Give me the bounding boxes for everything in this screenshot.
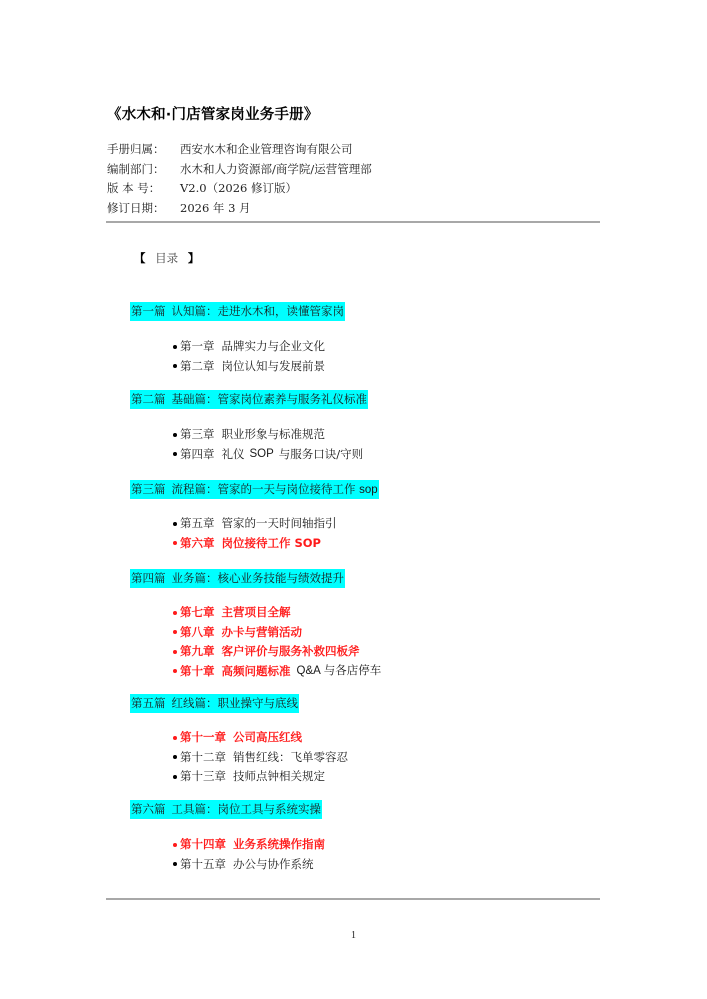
chapter-number: 第十三章 bbox=[180, 769, 226, 783]
part-number: 第三篇 bbox=[131, 482, 166, 496]
toc-open-bracket: 【 bbox=[134, 251, 146, 265]
chapter-title-latin: Q&A bbox=[296, 665, 321, 677]
part-2-chapters bbox=[172, 425, 363, 464]
toc-part-6[interactable] bbox=[130, 800, 322, 819]
part-title: 基础篇：管家岗位素养与服务礼仪标准 bbox=[171, 392, 367, 406]
chapter-number: 第十二章 bbox=[180, 749, 226, 764]
meta-row-department bbox=[107, 160, 372, 180]
document-meta bbox=[107, 140, 372, 218]
chapter-title: 技师点钟相关规定 bbox=[233, 769, 325, 783]
chapter-title: 礼仪 bbox=[221, 446, 245, 461]
chapter-number: 第一章 bbox=[180, 339, 215, 353]
meta-label: 版 本 号： bbox=[107, 181, 161, 195]
part-title: 业务篇：核心业务技能与绩效提升 bbox=[171, 571, 344, 585]
toc-chapter-13[interactable] bbox=[172, 767, 348, 787]
chapter-title: 销售红线：飞单零容忍 bbox=[233, 749, 348, 764]
chapter-number: 第三章 bbox=[180, 427, 215, 441]
header-divider bbox=[106, 221, 600, 223]
chapter-number: 第十四章 bbox=[180, 837, 226, 851]
bullet-icon bbox=[173, 669, 177, 673]
bullet-icon bbox=[173, 755, 177, 759]
chapter-number: 第十一章 bbox=[180, 730, 226, 744]
part-title: 认知篇：走进水木和，读懂管家岗 bbox=[171, 304, 344, 318]
part-1-chapters bbox=[172, 337, 325, 376]
chapter-title: 办卡与营销活动 bbox=[221, 624, 302, 639]
part-4-chapters bbox=[172, 603, 381, 681]
bullet-icon bbox=[173, 611, 177, 615]
bullet-icon bbox=[173, 843, 177, 847]
toc-part-5[interactable] bbox=[130, 694, 299, 713]
toc-chapter-9[interactable] bbox=[172, 642, 381, 662]
chapter-title: 岗位认知与发展前景 bbox=[221, 358, 325, 373]
chapter-title: 职业形象与标准规范 bbox=[221, 427, 325, 441]
footer-divider bbox=[106, 898, 600, 900]
bullet-icon bbox=[173, 736, 177, 740]
toc-chapter-11[interactable] bbox=[172, 728, 348, 748]
bullet-icon bbox=[173, 345, 177, 349]
bullet-icon bbox=[173, 862, 177, 866]
toc-chapter-7[interactable] bbox=[172, 603, 381, 623]
chapter-number: 第十章 bbox=[180, 663, 215, 678]
toc-chapter-3[interactable] bbox=[172, 425, 363, 445]
chapter-title: 业务系统操作指南 bbox=[233, 837, 325, 851]
bullet-icon bbox=[173, 522, 177, 526]
bullet-icon bbox=[173, 452, 177, 456]
chapter-title-suffix: 与各店停车 bbox=[323, 663, 382, 677]
toc-part-1[interactable] bbox=[130, 302, 345, 321]
chapter-number: 第四章 bbox=[180, 446, 215, 461]
toc-chapter-10[interactable] bbox=[172, 662, 381, 682]
chapter-title: 办公与协作系统 bbox=[233, 856, 314, 871]
toc-part-4[interactable] bbox=[130, 569, 345, 588]
meta-label: 修订日期： bbox=[107, 200, 165, 215]
toc-part-2[interactable] bbox=[130, 390, 368, 409]
bullet-icon bbox=[173, 364, 177, 368]
chapter-number: 第十五章 bbox=[180, 856, 226, 871]
part-5-chapters bbox=[172, 728, 348, 787]
page-title: 《水木和·门店管家岗业务手册》 bbox=[107, 107, 319, 123]
toc-chapter-2[interactable] bbox=[172, 357, 325, 377]
bullet-icon bbox=[173, 650, 177, 654]
bullet-icon bbox=[173, 541, 177, 545]
chapter-title-latin: SOP bbox=[249, 447, 274, 460]
bullet-icon bbox=[173, 630, 177, 634]
toc-heading bbox=[134, 250, 199, 266]
meta-label: 手册归属： bbox=[107, 142, 165, 156]
part-number: 第二篇 bbox=[131, 392, 166, 406]
toc-chapter-8[interactable] bbox=[172, 623, 381, 643]
bullet-icon bbox=[173, 433, 177, 437]
part-number: 第四篇 bbox=[131, 571, 166, 585]
part-title: 流程篇：管家的一天与岗位接待工作 bbox=[171, 482, 356, 496]
toc-chapter-6[interactable] bbox=[172, 534, 337, 554]
toc-chapter-4[interactable] bbox=[172, 445, 363, 465]
toc-label: 目录 bbox=[155, 251, 179, 265]
chapter-number: 第五章 bbox=[180, 516, 215, 530]
part-6-chapters bbox=[172, 835, 325, 874]
toc-chapter-14[interactable] bbox=[172, 835, 325, 855]
chapter-number: 第九章 bbox=[180, 644, 215, 658]
chapter-number: 第八章 bbox=[180, 624, 215, 639]
toc-chapter-12[interactable] bbox=[172, 748, 348, 768]
toc-chapter-1[interactable] bbox=[172, 337, 325, 357]
toc-close-bracket: 】 bbox=[187, 251, 200, 265]
part-title: 红线篇：职业操守与底线 bbox=[171, 696, 298, 710]
part-number: 第五篇 bbox=[131, 696, 166, 710]
meta-value: 水木和人力资源部/商学院/运营管理部 bbox=[180, 161, 372, 176]
meta-label: 编制部门： bbox=[107, 161, 165, 176]
toc-part-3[interactable] bbox=[130, 480, 379, 499]
chapter-number: 第二章 bbox=[180, 358, 215, 373]
bullet-icon bbox=[173, 775, 177, 779]
part-title: 工具篇：岗位工具与系统实操 bbox=[171, 802, 321, 816]
meta-value: 西安水木和企业管理咨询有限公司 bbox=[180, 142, 353, 156]
part-title-latin: sop bbox=[359, 484, 378, 496]
part-number: 第一篇 bbox=[131, 304, 166, 318]
meta-row-version bbox=[107, 179, 372, 199]
chapter-number: 第六章 bbox=[180, 535, 215, 550]
chapter-title: 岗位接待工作 SOP bbox=[221, 535, 321, 550]
chapter-title: 品牌实力与企业文化 bbox=[221, 339, 325, 353]
chapter-number: 第七章 bbox=[180, 605, 215, 619]
part-3-chapters bbox=[172, 514, 337, 553]
chapter-title-tail bbox=[291, 661, 382, 682]
meta-value: 2026 年 3 月 bbox=[180, 200, 251, 215]
toc-chapter-15[interactable] bbox=[172, 855, 325, 875]
page-number: 1 bbox=[351, 930, 356, 941]
chapter-title: 高频问题标准 bbox=[221, 663, 291, 678]
part-number: 第六篇 bbox=[131, 802, 166, 816]
meta-row-revision-date bbox=[107, 199, 372, 219]
chapter-title: 管家的一天时间轴指引 bbox=[221, 516, 337, 530]
meta-value: V2.0（2026 修订版） bbox=[180, 181, 298, 195]
chapter-title: 主营项目全解 bbox=[221, 605, 291, 619]
chapter-title: 客户评价与服务补救四板斧 bbox=[221, 644, 360, 658]
chapter-title-suffix: 与服务口诀/守则 bbox=[278, 446, 364, 461]
meta-row-owner bbox=[107, 140, 372, 160]
chapter-title: 公司高压红线 bbox=[233, 730, 302, 744]
toc-chapter-5[interactable] bbox=[172, 514, 337, 534]
